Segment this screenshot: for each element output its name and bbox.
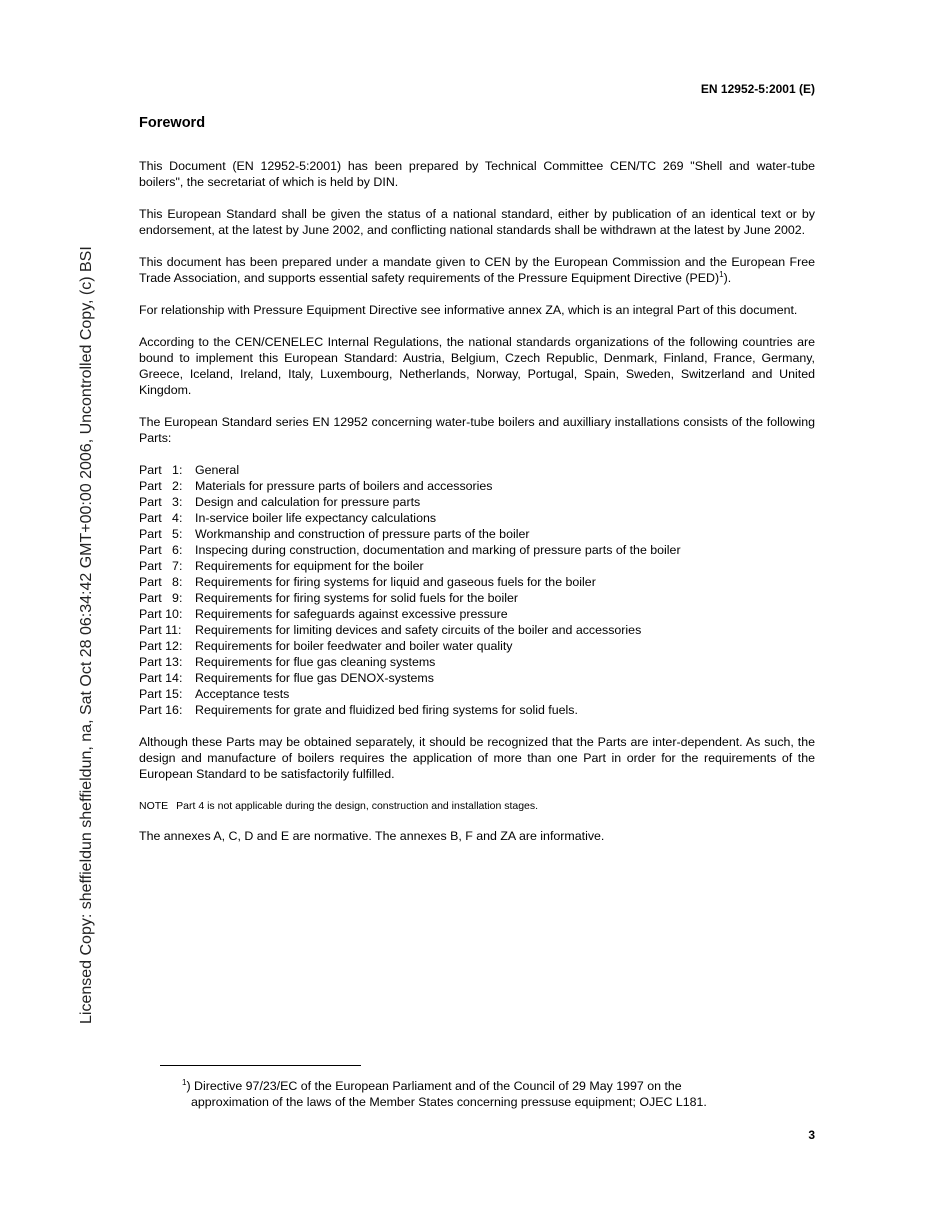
part-number: Part 15: — [139, 687, 183, 701]
footnote-line-1 — [182, 1078, 782, 1094]
part-number: Part 5: — [139, 527, 183, 541]
note-label: NOTE — [139, 800, 169, 812]
part-number: Part 2: — [139, 479, 183, 493]
part-title: In-service boiler life expectancy calculations — [195, 511, 437, 525]
list-item — [139, 542, 815, 558]
standard-reference: EN 12952-5:2001 (E) — [700, 82, 815, 96]
part-number: Part 14: — [139, 671, 183, 685]
list-item — [139, 702, 815, 718]
note — [139, 798, 815, 814]
part-title: Materials for pressure parts of boilers and accessories — [195, 479, 493, 493]
part-title: Requirements for grate and fluidized bed firing systems for solid fuels. — [195, 703, 578, 717]
list-item — [139, 606, 815, 622]
part-number: Part 13: — [139, 655, 183, 669]
part-number: Part 9: — [139, 591, 183, 605]
mandate-text: This document has been prepared under a mandate given to CEN by the European Commission and the European Free Trade Association, and supports essential safety requirements of the Pressure Equipment Directive (PED) — [139, 255, 815, 285]
list-item — [139, 686, 815, 702]
part-title: Requirements for boiler feedwater and boiler water quality — [195, 639, 513, 653]
paragraph-countries: According to the CEN/CENELEC Internal Regulations, the national standards organizations of the following countries are bound to implement this European Standard: Austria, Belgium, Czech Republic, Denmark, Finland, France, Germany, Greece, Iceland, Ireland, Italy, Luxembourg, Netherlands, Norway, Portugal, Spain, Sweden, Switzerland and United Kingdom. — [139, 335, 815, 397]
part-number: Part 12: — [139, 639, 183, 653]
part-title: Design and calculation for pressure parts — [195, 495, 421, 509]
part-number: Part 10: — [139, 607, 183, 621]
footnote-line-2: approximation of the laws of the Member States concerning pressuse equipment; OJEC L181. — [191, 1095, 707, 1109]
list-item — [139, 654, 815, 670]
part-number: Part 11: — [139, 623, 182, 637]
part-title: Requirements for limiting devices and safety circuits of the boiler and accessories — [195, 623, 642, 637]
part-number: Part 7: — [139, 559, 183, 573]
list-item — [139, 494, 815, 510]
paragraph-mandate — [139, 254, 815, 286]
paragraph-preparation: This Document (EN 12952-5:2001) has been prepared by Technical Committee CEN/TC 269 "Shell and water-tube boilers", the secretariat of which is held by DIN. — [139, 159, 815, 189]
paragraph-series: The European Standard series EN 12952 concerning water-tube boilers and auxilliary installations consists of the following Parts: — [139, 415, 815, 445]
part-title: Inspecing during construction, documentation and marking of pressure parts of the boiler — [195, 543, 681, 557]
part-title: Requirements for flue gas cleaning systems — [195, 655, 436, 669]
part-number: Part 1: — [139, 463, 183, 477]
part-title: Requirements for firing systems for solid fuels for the boiler — [195, 591, 518, 605]
list-item — [139, 622, 815, 638]
list-item — [139, 590, 815, 606]
part-number: Part 3: — [139, 495, 183, 509]
list-item — [139, 510, 815, 526]
part-title: Workmanship and construction of pressure parts of the boiler — [195, 527, 530, 541]
paragraph-status: This European Standard shall be given the status of a national standard, either by publication of an identical text or by endorsement, at the latest by June 2002, and conflicting national standards shall be withdrawn at the latest by June 2002. — [139, 207, 815, 237]
paragraph-relationship: For relationship with Pressure Equipment Directive see informative annex ZA, which is an integral Part of this document. — [139, 303, 798, 317]
part-title: Requirements for equipment for the boiler — [195, 559, 424, 573]
part-number: Part 8: — [139, 575, 183, 589]
footnote-divider — [160, 1065, 361, 1066]
list-item — [139, 478, 815, 494]
footnote-marker: 1 — [182, 1077, 187, 1087]
part-title: Requirements for safeguards against excessive pressure — [195, 607, 508, 621]
list-item — [139, 462, 815, 478]
part-title: General — [195, 463, 240, 477]
footnote — [182, 1078, 782, 1110]
paragraph-interdependence: Although these Parts may be obtained separately, it should be recognized that the Parts are inter-dependent. As such, the design and manufacture of boilers requires the application of more than one Part in order for the requirements of the European Standard to be satisfactorily fulfilled. — [139, 735, 815, 781]
part-title: Requirements for flue gas DENOX-systems — [195, 671, 434, 685]
list-item — [139, 526, 815, 542]
part-number: Part 4: — [139, 511, 183, 525]
part-number: Part 16: — [139, 703, 183, 717]
list-item — [139, 574, 815, 590]
parts-list — [139, 462, 815, 718]
part-title: Requirements for firing systems for liquid and gaseous fuels for the boiler — [195, 575, 596, 589]
list-item — [139, 670, 815, 686]
list-item — [139, 638, 815, 654]
footnote-reference: 1 — [719, 269, 724, 279]
page-number: 3 — [808, 1128, 815, 1142]
list-item — [139, 558, 815, 574]
document-body — [139, 114, 815, 860]
footnote-text-1: ) Directive 97/23/EC of the European Parliament and of the Council of 29 May 1997 on the — [186, 1079, 682, 1093]
paragraph-annexes: The annexes A, C, D and E are normative. The annexes B, F and ZA are informative. — [139, 829, 605, 843]
license-watermark: Licensed Copy: sheffieldun sheffieldun, na, Sat Oct 28 06:34:42 GMT+00:00 2006, Uncontrolled Copy, (c) BSI — [78, 246, 95, 1024]
note-text: Part 4 is not applicable during the design, construction and installation stages. — [176, 800, 539, 812]
mandate-end: ). — [723, 271, 732, 285]
part-title: Acceptance tests — [195, 687, 290, 701]
part-number: Part 6: — [139, 543, 183, 557]
page-title: Foreword — [139, 115, 206, 131]
